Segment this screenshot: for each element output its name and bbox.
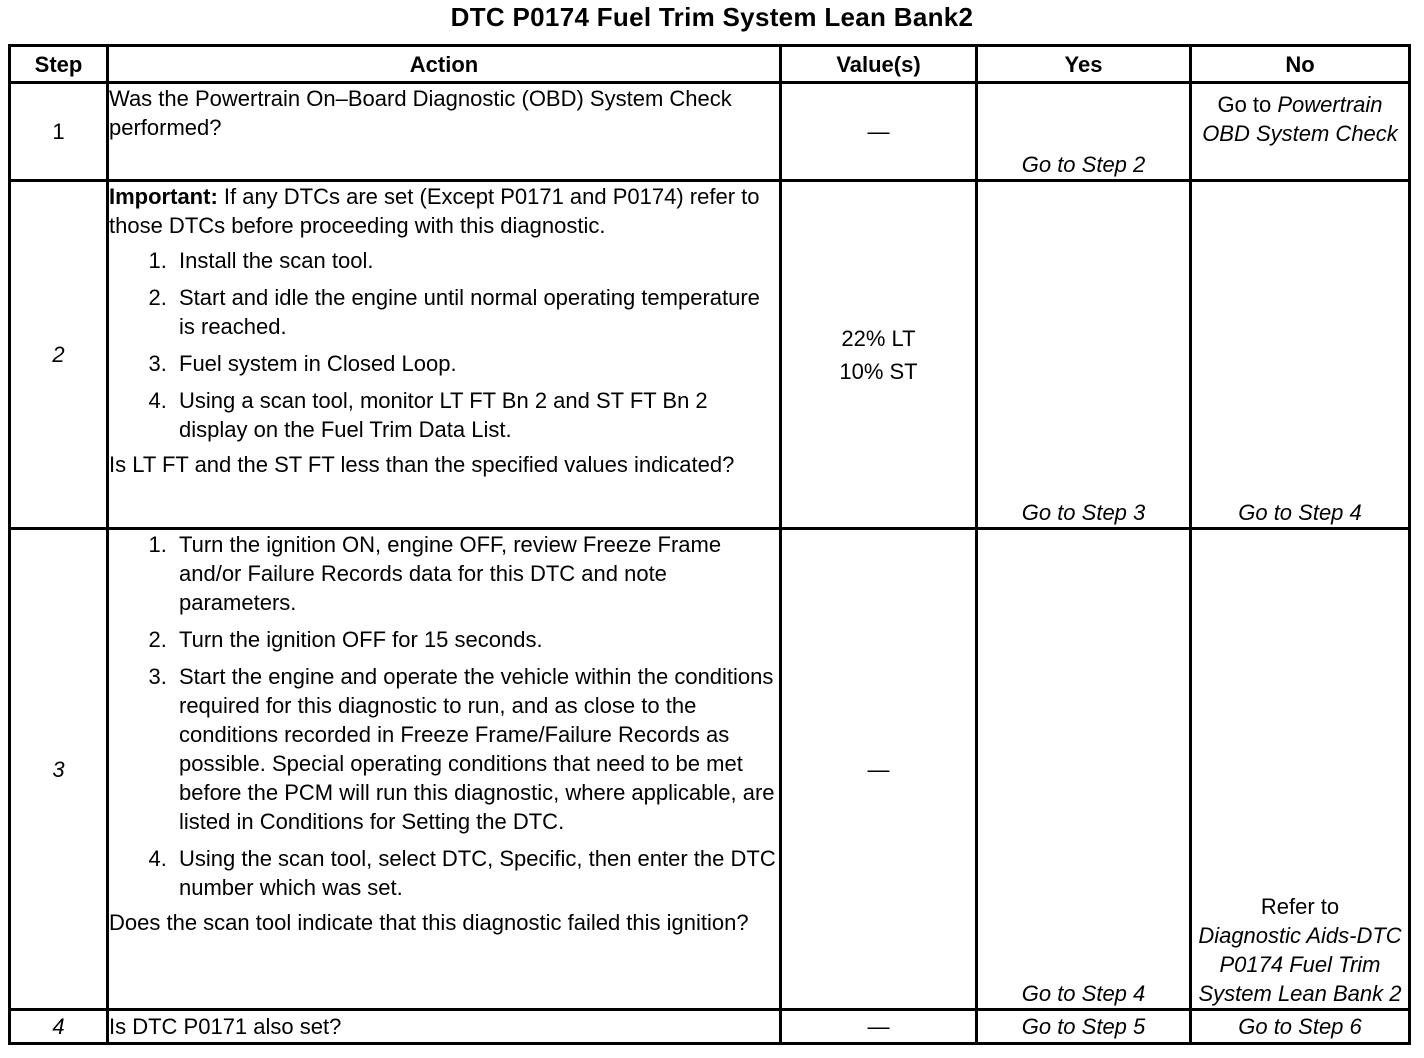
action-steps <box>109 530 779 902</box>
no-cell <box>1191 529 1410 1010</box>
important-note <box>109 182 779 240</box>
list-item: 3. Start the engine and operate the vehicle within the conditions required for this diagnostic to run, and as close to the conditions recorded in Freeze Frame/Failure Records as possible. Special operating conditions that need to be met before the PCM will run this diagnostic, where applicable, are listed in Conditions for Setting the DTC. <box>173 662 779 836</box>
values-cell: — <box>781 83 977 181</box>
no-cell <box>1191 1010 1410 1044</box>
table-row <box>10 83 1410 181</box>
action-cell <box>108 83 781 181</box>
value-st: 10% ST <box>839 358 918 384</box>
yes-link[interactable]: Go to Step 3 <box>1021 500 1146 525</box>
page-title: DTC P0174 Fuel Trim System Lean Bank2 <box>450 2 974 32</box>
list-item: 4. Using a scan tool, monitor LT FT Bn 2 and ST FT Bn 2 display on the Fuel Trim Data List. <box>173 386 779 444</box>
action-cell <box>108 181 781 529</box>
list-item: 2. Start and idle the engine until normal operating temperature is reached. <box>173 283 779 341</box>
table-row <box>10 1010 1410 1044</box>
header-no: No <box>1191 46 1410 83</box>
yes-cell <box>977 83 1191 181</box>
header-yes: Yes <box>977 46 1191 83</box>
no-prefix: Go to <box>1217 92 1278 117</box>
values-cell <box>781 181 977 529</box>
list-item: 2. Turn the ignition OFF for 15 seconds. <box>173 625 779 654</box>
value-lt: 22% LT <box>841 325 916 351</box>
yes-link[interactable]: Go to Step 2 <box>1021 152 1146 177</box>
no-link[interactable]: Go to Step 4 <box>1238 500 1362 525</box>
action-text: Was the Powertrain On–Board Diagnostic (OBD) System Check performed? <box>109 86 732 140</box>
step-number: 3 <box>10 529 108 1010</box>
action-steps <box>109 246 779 444</box>
step-number: 4 <box>10 1010 108 1044</box>
important-text: If any DTCs are set (Except P0171 and P0174) refer to those DTCs before proceeding with this diagnostic. <box>109 184 760 238</box>
action-text: Is DTC P0171 also set? <box>109 1014 342 1039</box>
no-cell <box>1191 181 1410 529</box>
yes-link[interactable]: Go to Step 5 <box>1021 1014 1146 1039</box>
table-header-row <box>10 46 1410 83</box>
header-step: Step <box>10 46 108 83</box>
no-prefix: Refer to <box>1260 894 1340 919</box>
action-question: Is LT FT and the ST FT less than the specified values indicated? <box>109 452 735 477</box>
yes-link[interactable]: Go to Step 4 <box>1021 981 1146 1006</box>
no-link[interactable]: Diagnostic Aids-DTC P0174 Fuel Trim System Lean Bank 2 <box>1198 923 1402 1006</box>
yes-cell <box>977 529 1191 1010</box>
step-number: 2 <box>10 181 108 529</box>
diagnostic-table <box>8 44 1411 1045</box>
values-cell: — <box>781 529 977 1010</box>
no-cell <box>1191 83 1410 181</box>
no-link[interactable]: Go to Step 6 <box>1238 1014 1362 1039</box>
table-row <box>10 529 1410 1010</box>
list-item: 1. Install the scan tool. <box>173 246 779 275</box>
header-action: Action <box>108 46 781 83</box>
table-row <box>10 181 1410 529</box>
step-number: 1 <box>10 83 108 181</box>
action-cell <box>108 529 781 1010</box>
header-values: Value(s) <box>781 46 977 83</box>
list-item: 3. Fuel system in Closed Loop. <box>173 349 779 378</box>
list-item: 1. Turn the ignition ON, engine OFF, review Freeze Frame and/or Failure Records data for this DTC and note parameters. <box>173 530 779 617</box>
important-label: Important: <box>109 184 218 209</box>
no-link[interactable]: Powertrain OBD System Check <box>1202 92 1398 146</box>
action-question: Does the scan tool indicate that this diagnostic failed this ignition? <box>109 910 749 935</box>
yes-cell <box>977 181 1191 529</box>
list-item: 4. Using the scan tool, select DTC, Specific, then enter the DTC number which was set. <box>173 844 779 902</box>
action-cell <box>108 1010 781 1044</box>
yes-cell <box>977 1010 1191 1044</box>
values-cell: — <box>781 1010 977 1044</box>
